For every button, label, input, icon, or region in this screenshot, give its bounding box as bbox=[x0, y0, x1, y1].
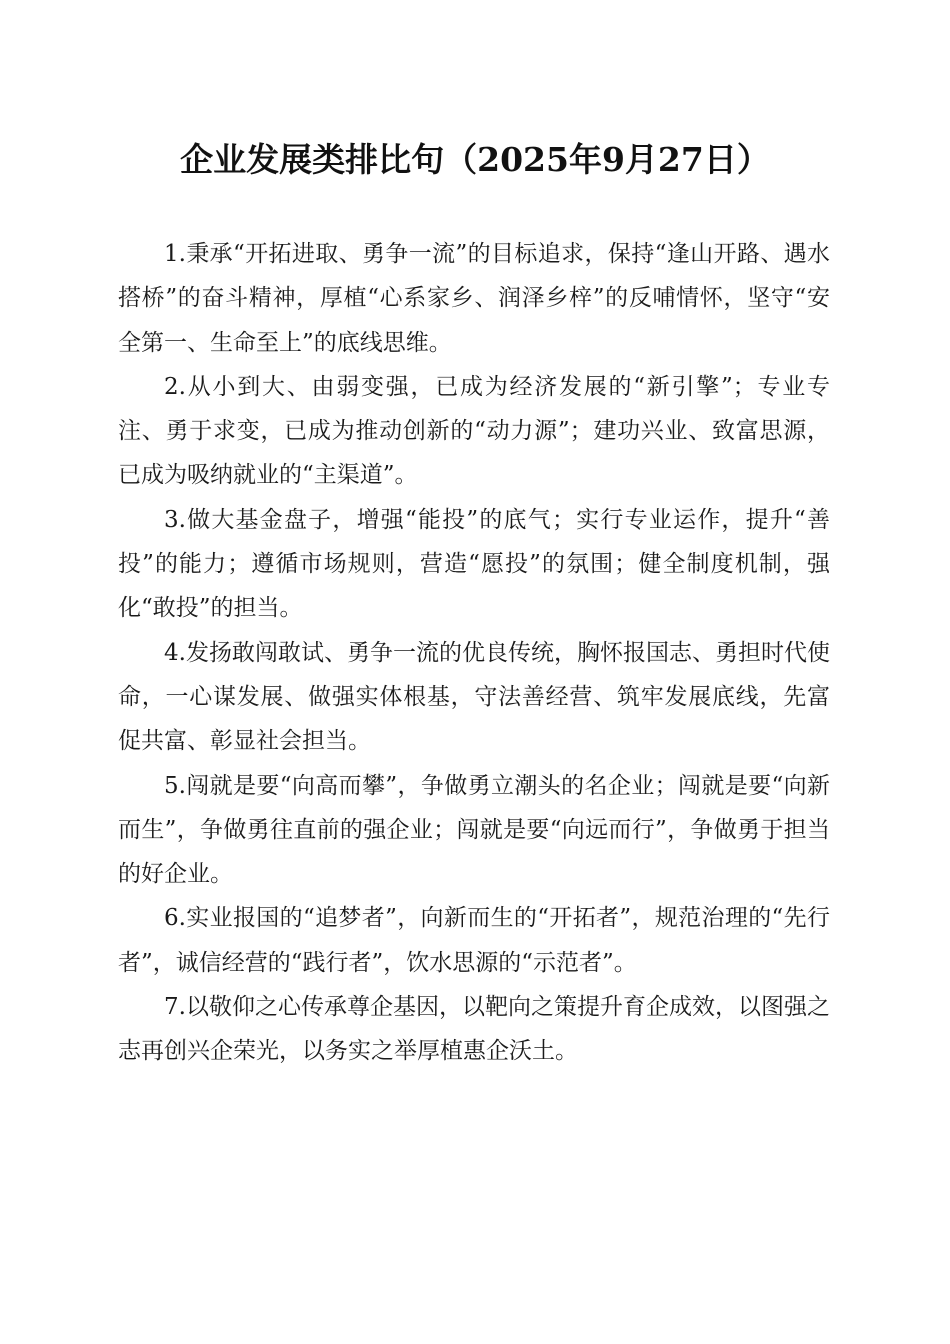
paragraph-2: 2.从小到大、由弱变强，已成为经济发展的“新引擎”；专业专注、勇于求变，已成为推动创新的“动力源”；建功兴业、致富思源，已成为吸纳就业的“主渠道”。 bbox=[118, 373, 830, 489]
paragraph-5: 5.闯就是要“向高而攀”，争做勇立潮头的名企业；闯就是要“向新而生”，争做勇往直前的强企业；闯就是要“向远而行”，争做勇于担当的好企业。 bbox=[118, 772, 830, 888]
paragraph-3: 3.做大基金盘子，增强“能投”的底气；实行专业运作，提升“善投”的能力；遵循市场规则，营造“愿投”的氛围；健全制度机制，强化“敢投”的担当。 bbox=[118, 506, 830, 622]
paragraph-6: 6.实业报国的“追梦者”，向新而生的“开拓者”，规范治理的“先行者”，诚信经营的“践行者”，饮水思源的“示范者”。 bbox=[118, 905, 830, 976]
document-body bbox=[118, 232, 830, 1074]
document-title: 企业发展类排比句（2025年9月27日） bbox=[180, 140, 770, 179]
paragraph-4: 4.发扬敢闯敢试、勇争一流的优良传统，胸怀报国志、勇担时代使命，一心谋发展、做强实体根基，守法善经营、筑牢发展底线，先富促共富、彰显社会担当。 bbox=[118, 639, 830, 755]
paragraph-1: 1.秉承“开拓进取、勇争一流”的目标追求，保持“逢山开路、遇水搭桥”的奋斗精神，厚植“心系家乡、润泽乡梓”的反哺情怀，坚守“安全第一、生命至上”的底线思维。 bbox=[118, 241, 830, 356]
paragraph-7: 7.以敬仰之心传承尊企基因，以靶向之策提升育企成效，以图强之志再创兴企荣光，以务实之举厚植惠企沃土。 bbox=[118, 994, 830, 1065]
